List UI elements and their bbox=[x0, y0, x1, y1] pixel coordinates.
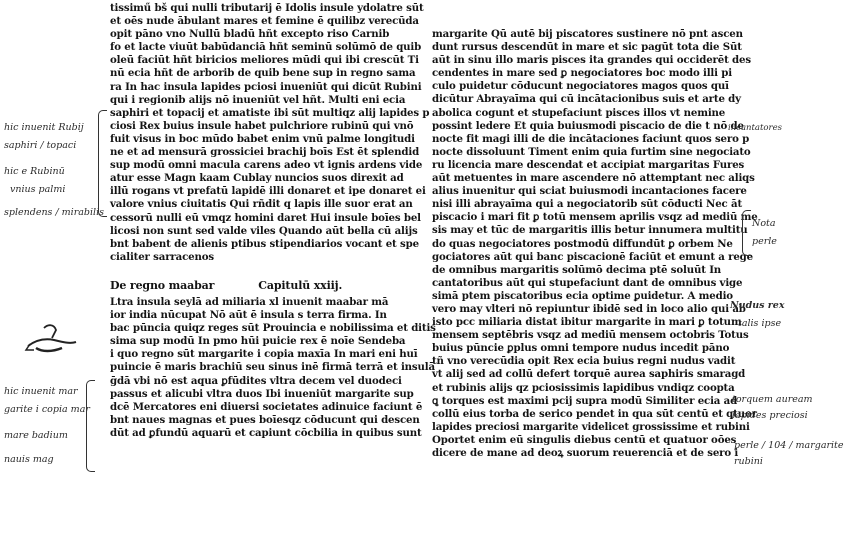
text-line: piscacio i mari fit ꝑ totū mensem aprilis vsqz ad mediū me bbox=[432, 211, 758, 224]
text-line: oleū faciūt hñt biricios meliores mūdi qui ibi crescūt Ti bbox=[110, 54, 419, 67]
text-line: opit pāno vno Nullū bladū hñt excepto riso Carnib bbox=[110, 28, 390, 41]
text-line: licosi non sunt sed valde viles Quando aūt bella cū alijs bbox=[110, 224, 418, 237]
text-line: de omnibus margaritis solūmō decima ptē soluūt In bbox=[432, 263, 722, 276]
text-line: sima sup modū In pmo hūi puicie rex ē noīe Sendeba bbox=[110, 335, 406, 348]
text-line: bnt naues magnas et pues boīesqz cōducunt qui descen bbox=[110, 413, 420, 426]
text-line: aūt metuentes in mare ascendere nō attemptant nec aliqs bbox=[432, 172, 755, 185]
text-line: Oportet enim eū singulis diebus centū et quatuor oōes bbox=[432, 433, 737, 446]
margin-note: vnius palmi bbox=[10, 184, 66, 195]
text-line: fuit visus in boc mūdo babet enim vnū palme longitudi bbox=[110, 132, 415, 145]
text-line: do quas negociatores postmodū diffundūt ꝑ orbem Ne bbox=[432, 237, 733, 250]
margin-brace bbox=[86, 380, 95, 472]
text-line: ꝗ torques est maximi pcij supra modū Similiter ecia ad bbox=[432, 394, 738, 407]
chapter-heading bbox=[110, 279, 392, 292]
text-line: bac pūncia quiqz reges sūt Prouincia e nobilissima et ditis bbox=[110, 322, 436, 335]
text-line: mensem septēbris vsqz ad mediū mensem octobris Totus bbox=[432, 329, 749, 342]
margin-note: perle bbox=[752, 236, 777, 247]
text-line: cialiter sarracenos bbox=[110, 250, 214, 263]
text-line: gociatores aūt qui banc piscacionē faciūt et emunt a rege bbox=[432, 250, 753, 263]
text-line: cendentes in mare sed ꝑ negociatores boc modo illi pi bbox=[432, 67, 732, 80]
text-line: margarite Qū autē bij piscatores sustinere nō pnt ascen bbox=[432, 28, 743, 40]
margin-note: hic inuenit Rubij bbox=[4, 122, 84, 133]
text-line: puincie ē maris brachiū seu sinus inē firmā terrā et insulā bbox=[110, 361, 435, 374]
text-line: i quo regno sūt margarite i copia maxīa In mari eni huī bbox=[110, 348, 418, 361]
text-line: tñ vno verecūdia opit Rex ecia buius regni nudus vadit bbox=[432, 355, 736, 368]
text-line: simā ptem piscatoribus ecia optime ꝑuidetur. A medio bbox=[432, 289, 733, 302]
text-line: nisi illi abrayaīma qui a negociatorib sūt cōducti Nec āt bbox=[432, 198, 742, 211]
text-line: nocte dissoluunt Timent enim quia furtim sine negociato bbox=[432, 145, 751, 158]
margin-note: Nudus rex bbox=[730, 300, 785, 311]
text-line: lapides preciosi margarite videlicet grossissime et rubini bbox=[432, 420, 750, 433]
margin-note: lapides preciosi bbox=[732, 410, 808, 421]
text-line: cessorū nulli eū vmqz homini daret Hui insule boīes bel bbox=[110, 211, 421, 224]
text-line: culo puidetur cōducunt negociatores magos quos quī bbox=[432, 80, 729, 93]
text-line: saphiri et topacij et amatiste ibi sūt multiqz alij lapides p bbox=[110, 106, 430, 119]
text-line: ior india nūcupat Nō aūt ē insula s terra firma. In bbox=[110, 309, 387, 322]
margin-note: hic e Rubinū bbox=[4, 166, 65, 177]
text-line: buius pūncie ꝑplus omni tempore nudus incedit pāno bbox=[432, 342, 730, 355]
text-line: Ltra insula seylā ad miliaria xl inuenit maabar mā bbox=[110, 295, 389, 308]
margin-note: garite i copia mar bbox=[4, 404, 90, 415]
text-line: dicere de mane ad deoꝝ suorum reuerenciā et de sero i bbox=[432, 447, 739, 459]
text-line: aūt in sinu illo maris pisces ita grandes qui occiderēt des bbox=[432, 54, 751, 67]
text-line: ra In hac insula lapides pciosi inueniūt qui dicūt Rubini bbox=[110, 80, 422, 93]
text-line: nocte fit magi illi de die incātaciones faciunt quos sero p bbox=[432, 132, 750, 145]
margin-note: Nota bbox=[752, 218, 776, 229]
margin-note: talis ipse bbox=[738, 318, 782, 329]
text-line: abolica cogunt et stupefaciunt pisces illos vt nemine bbox=[432, 106, 726, 119]
margin-brace bbox=[742, 210, 751, 256]
margin-note: torquem auream bbox=[732, 394, 813, 405]
text-line: collū eius torba de serico pendet in qua sūt centū et qtuor bbox=[432, 407, 757, 420]
margin-note: hic inuenit mar bbox=[4, 386, 78, 397]
margin-note: nauis mag bbox=[4, 454, 54, 465]
text-line: dunt rursus descendūt in mare et sic pagūt tota die Sūt bbox=[432, 41, 742, 54]
text-line: atur esse Magn kaam Cublay nuncios suos direxit ad bbox=[110, 172, 404, 185]
section-gap bbox=[110, 264, 392, 272]
left-page-text bbox=[110, 2, 436, 440]
manicule-drawing bbox=[22, 318, 82, 358]
margin-note: incantatores bbox=[728, 123, 782, 133]
margin-brace bbox=[98, 110, 107, 217]
text-line: vt alij sed ad collū defert torquē aurea saphiris smaragd bbox=[432, 368, 746, 381]
margin-note: mare badium bbox=[4, 430, 68, 441]
text-line: illū rogans vt prefatū lapidē illi donaret et ipe donaret ei bbox=[110, 185, 426, 198]
chapter-title: De regno maabar bbox=[110, 278, 215, 292]
text-line: isto pcc miliaria distat ibitur margarite in mari ꝑ totum bbox=[432, 316, 742, 329]
text-line: ḡdā vbi nō est aqua ꝑfūdites vltra decem vel duodeci bbox=[110, 374, 402, 387]
text-line: dcē Mercatores eni diuersi societates adinuice faciunt ē bbox=[110, 400, 423, 413]
text-line: valore vnius ciuitatis Qui rñdit q lapis ille suor erat an bbox=[110, 198, 413, 211]
text-line: bnt babent de alienis ptibus stipendiarios vocant et spe bbox=[110, 237, 419, 250]
text-line: et oēs nude ābulant mares et femine ē quilibz verecūda bbox=[110, 15, 419, 28]
margin-note: perle / 104 / margarite bbox=[734, 440, 844, 451]
text-line: possint ledere Et quia buiusmodi piscacio de die t nō de bbox=[432, 119, 744, 132]
text-line: vero may vlteri nō repiuntur ibidē sed in loco alio qui ab bbox=[432, 302, 746, 315]
text-line: et rubinis alijs qz pciosissimis lapidibus vndiqz coopta bbox=[432, 381, 735, 394]
text-line: ru licencia mare descendat et accipiat margaritas Fures bbox=[432, 158, 745, 171]
text-line: passus et alicubi vltra duos Ibi inueniūt margarite sup bbox=[110, 387, 414, 400]
margin-note: splendens / mirabilis bbox=[4, 207, 104, 218]
margin-note: saphiri / topaci bbox=[4, 140, 77, 151]
text-line: ne et ad mensurā grossiciei brachij boīs Est ēt splendid bbox=[110, 146, 420, 159]
chapter-number: Capitulū xxiij. bbox=[258, 278, 343, 292]
margin-note: rubini bbox=[734, 456, 763, 467]
text-line: sis may et tūc de margaritis illis betur innumera multitu bbox=[432, 224, 748, 237]
text-line: tissimű bš qui nulli tributarij ē Idolis insule ydolatre sūt bbox=[110, 2, 424, 14]
text-line: qui i regionib alijs nō inueniūt vel hñt. Multi eni ecia bbox=[110, 93, 406, 106]
text-line: dicūtur Abrayaīma qui cū incātacionibus suis et arte dy bbox=[432, 93, 741, 106]
text-line: ciosi Rex buius insule habet pulchriore rubinū qui vnō bbox=[110, 119, 414, 132]
text-line: alius inuenitur qui sciat buiusmodi incantaciones facere bbox=[432, 185, 747, 198]
text-line: dūt ad ꝑfundū aquarū et capiunt cōcbilia in quibus sunt bbox=[110, 426, 422, 439]
text-line: sup modū omni macula carens adeo vt ignis ardens vide bbox=[110, 159, 423, 172]
text-line: nū ecia hñt de arborib de quib bene sup in regno sama bbox=[110, 67, 416, 80]
text-line: fo et lacte viuūt babūdanciā hñt seminū solūmō de quib bbox=[110, 41, 422, 54]
text-line: cantatoribus aūt qui stupefaciunt dant de omnibus vige bbox=[432, 276, 743, 289]
